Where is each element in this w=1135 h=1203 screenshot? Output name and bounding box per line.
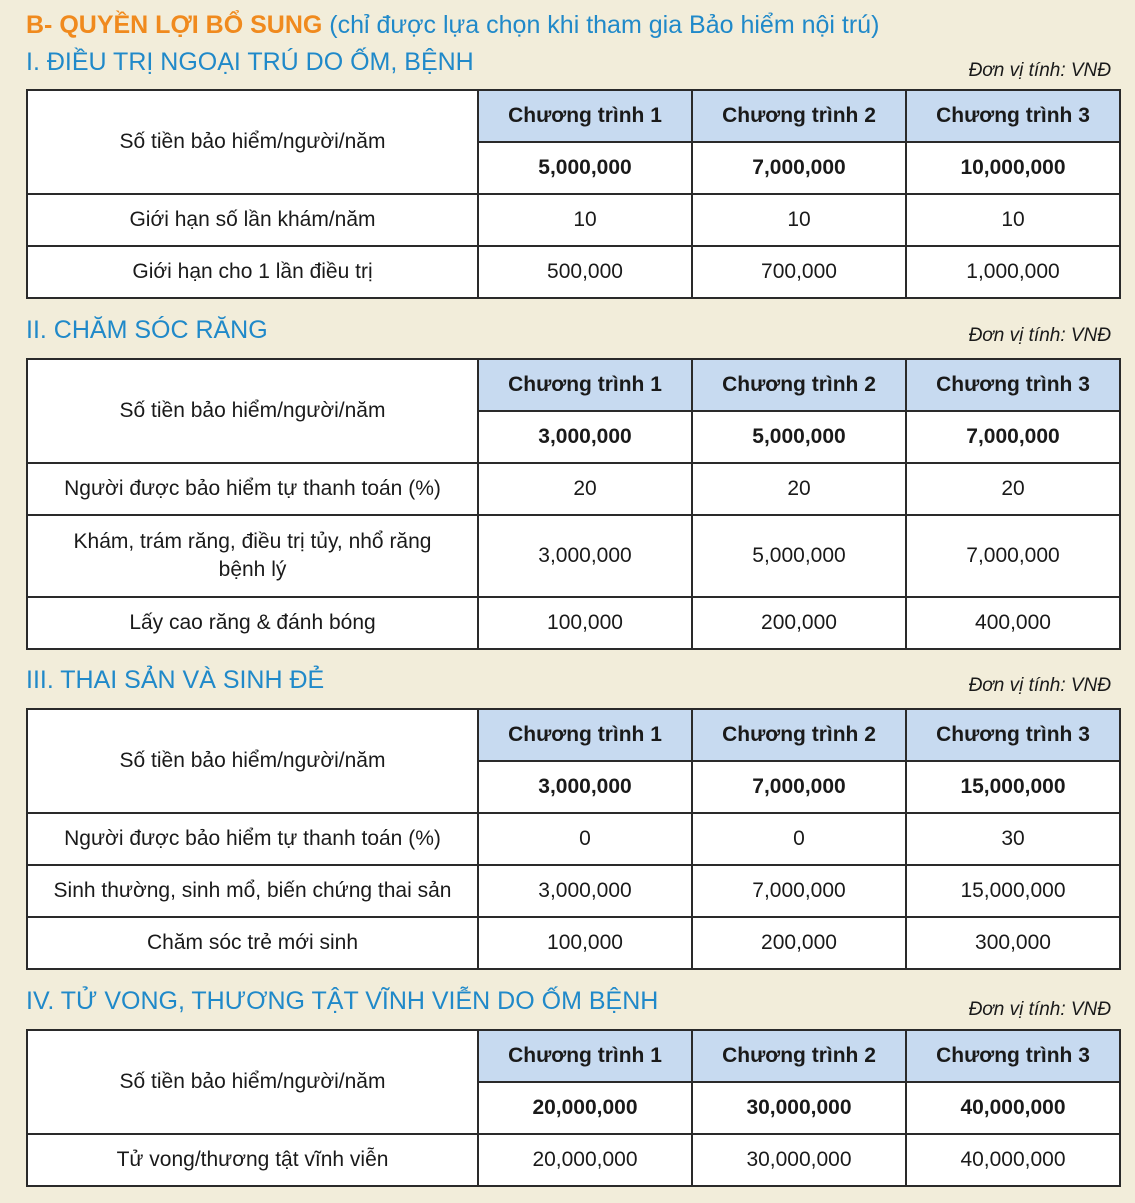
row-label: Người được bảo hiểm tự thanh toán (%) [27,813,478,865]
sum-insured-amount: 7,000,000 [692,761,906,813]
row-label: Giới hạn số lần khám/năm [27,194,478,246]
sum-insured-amount: 30,000,000 [692,1082,906,1134]
cell-value: 700,000 [692,246,906,298]
sum-insured-label: Số tiền bảo hiểm/người/năm [27,90,478,194]
program-header: Chương trình 1 [478,359,692,411]
program-header: Chương trình 1 [478,1030,692,1082]
row-label: Lấy cao răng & đánh bóng [27,597,478,649]
table-row [27,597,1120,649]
table-row [27,515,1120,597]
cell-value: 20 [906,463,1120,515]
cell-value: 10 [692,194,906,246]
cell-value: 30,000,000 [692,1134,906,1186]
cell-value: 500,000 [478,246,692,298]
sum-insured-amount: 7,000,000 [692,142,906,194]
cell-value: 1,000,000 [906,246,1120,298]
cell-value: 3,000,000 [478,865,692,917]
table-row [27,917,1120,969]
cell-value: 15,000,000 [906,865,1120,917]
header-prefix: B- QUYỀN LỢI BỔ SUNG [26,11,323,39]
table-row [27,865,1120,917]
row-label: Tử vong/thương tật vĩnh viễn [27,1134,478,1186]
program-header: Chương trình 2 [692,90,906,142]
row-label: Giới hạn cho 1 lần điều trị [27,246,478,298]
header-note: (chỉ được lựa chọn khi tham gia Bảo hiểm nội trú) [329,11,880,39]
section-title-outpatient: I. ĐIỀU TRỊ NGOẠI TRÚ DO ỐM, BỆNH [26,48,474,76]
outpatient-table [26,89,1121,299]
section-title-death-disability: IV. TỬ VONG, THƯƠNG TẬT VĨNH VIỄN DO ỐM BỆNH [26,987,659,1015]
row-label: Sinh thường, sinh mổ, biến chứng thai sản [27,865,478,917]
program-header: Chương trình 3 [906,1030,1120,1082]
sum-insured-amount: 3,000,000 [478,761,692,813]
table-row [27,246,1120,298]
section-title-maternity: III. THAI SẢN VÀ SINH ĐẺ [26,666,325,694]
unit-note: Đơn vị tính: VNĐ [968,999,1111,1020]
program-header: Chương trình 2 [692,1030,906,1082]
unit-note: Đơn vị tính: VNĐ [968,325,1111,346]
death-disability-table [26,1029,1121,1187]
table-row [27,463,1120,515]
sum-insured-amount: 3,000,000 [478,411,692,463]
cell-value: 0 [478,813,692,865]
table-row [27,1134,1120,1186]
program-header: Chương trình 2 [692,359,906,411]
program-header: Chương trình 1 [478,709,692,761]
cell-value: 40,000,000 [906,1134,1120,1186]
cell-value: 7,000,000 [692,865,906,917]
cell-value: 300,000 [906,917,1120,969]
program-header: Chương trình 3 [906,90,1120,142]
program-header: Chương trình 3 [906,359,1120,411]
cell-value: 400,000 [906,597,1120,649]
table-row [27,194,1120,246]
cell-value: 10 [906,194,1120,246]
cell-value: 20 [692,463,906,515]
cell-value: 7,000,000 [906,515,1120,597]
section-title-dental: II. CHĂM SÓC RĂNG [26,316,268,344]
cell-value: 3,000,000 [478,515,692,597]
cell-value: 100,000 [478,597,692,649]
sum-insured-label: Số tiền bảo hiểm/người/năm [27,709,478,813]
cell-value: 200,000 [692,917,906,969]
cell-value: 10 [478,194,692,246]
cell-value: 200,000 [692,597,906,649]
maternity-table [26,708,1121,970]
dental-table [26,358,1121,650]
cell-value: 20,000,000 [478,1134,692,1186]
sum-insured-amount: 40,000,000 [906,1082,1120,1134]
sum-insured-label: Số tiền bảo hiểm/người/năm [27,1030,478,1134]
program-header: Chương trình 2 [692,709,906,761]
sum-insured-amount: 10,000,000 [906,142,1120,194]
sum-insured-amount: 15,000,000 [906,761,1120,813]
unit-note: Đơn vị tính: VNĐ [968,60,1111,81]
row-label: Khám, trám răng, điều trị tủy, nhổ răng bệnh lý [27,515,478,597]
cell-value: 20 [478,463,692,515]
program-header: Chương trình 1 [478,90,692,142]
cell-value: 100,000 [478,917,692,969]
sum-insured-amount: 20,000,000 [478,1082,692,1134]
sum-insured-amount: 5,000,000 [478,142,692,194]
sum-insured-label: Số tiền bảo hiểm/người/năm [27,359,478,463]
row-label: Chăm sóc trẻ mới sinh [27,917,478,969]
row-label: Người được bảo hiểm tự thanh toán (%) [27,463,478,515]
unit-note: Đơn vị tính: VNĐ [968,675,1111,696]
cell-value: 30 [906,813,1120,865]
table-row [27,813,1120,865]
program-header: Chương trình 3 [906,709,1120,761]
cell-value: 0 [692,813,906,865]
page-header [26,8,879,42]
sum-insured-amount: 7,000,000 [906,411,1120,463]
sum-insured-amount: 5,000,000 [692,411,906,463]
cell-value: 5,000,000 [692,515,906,597]
